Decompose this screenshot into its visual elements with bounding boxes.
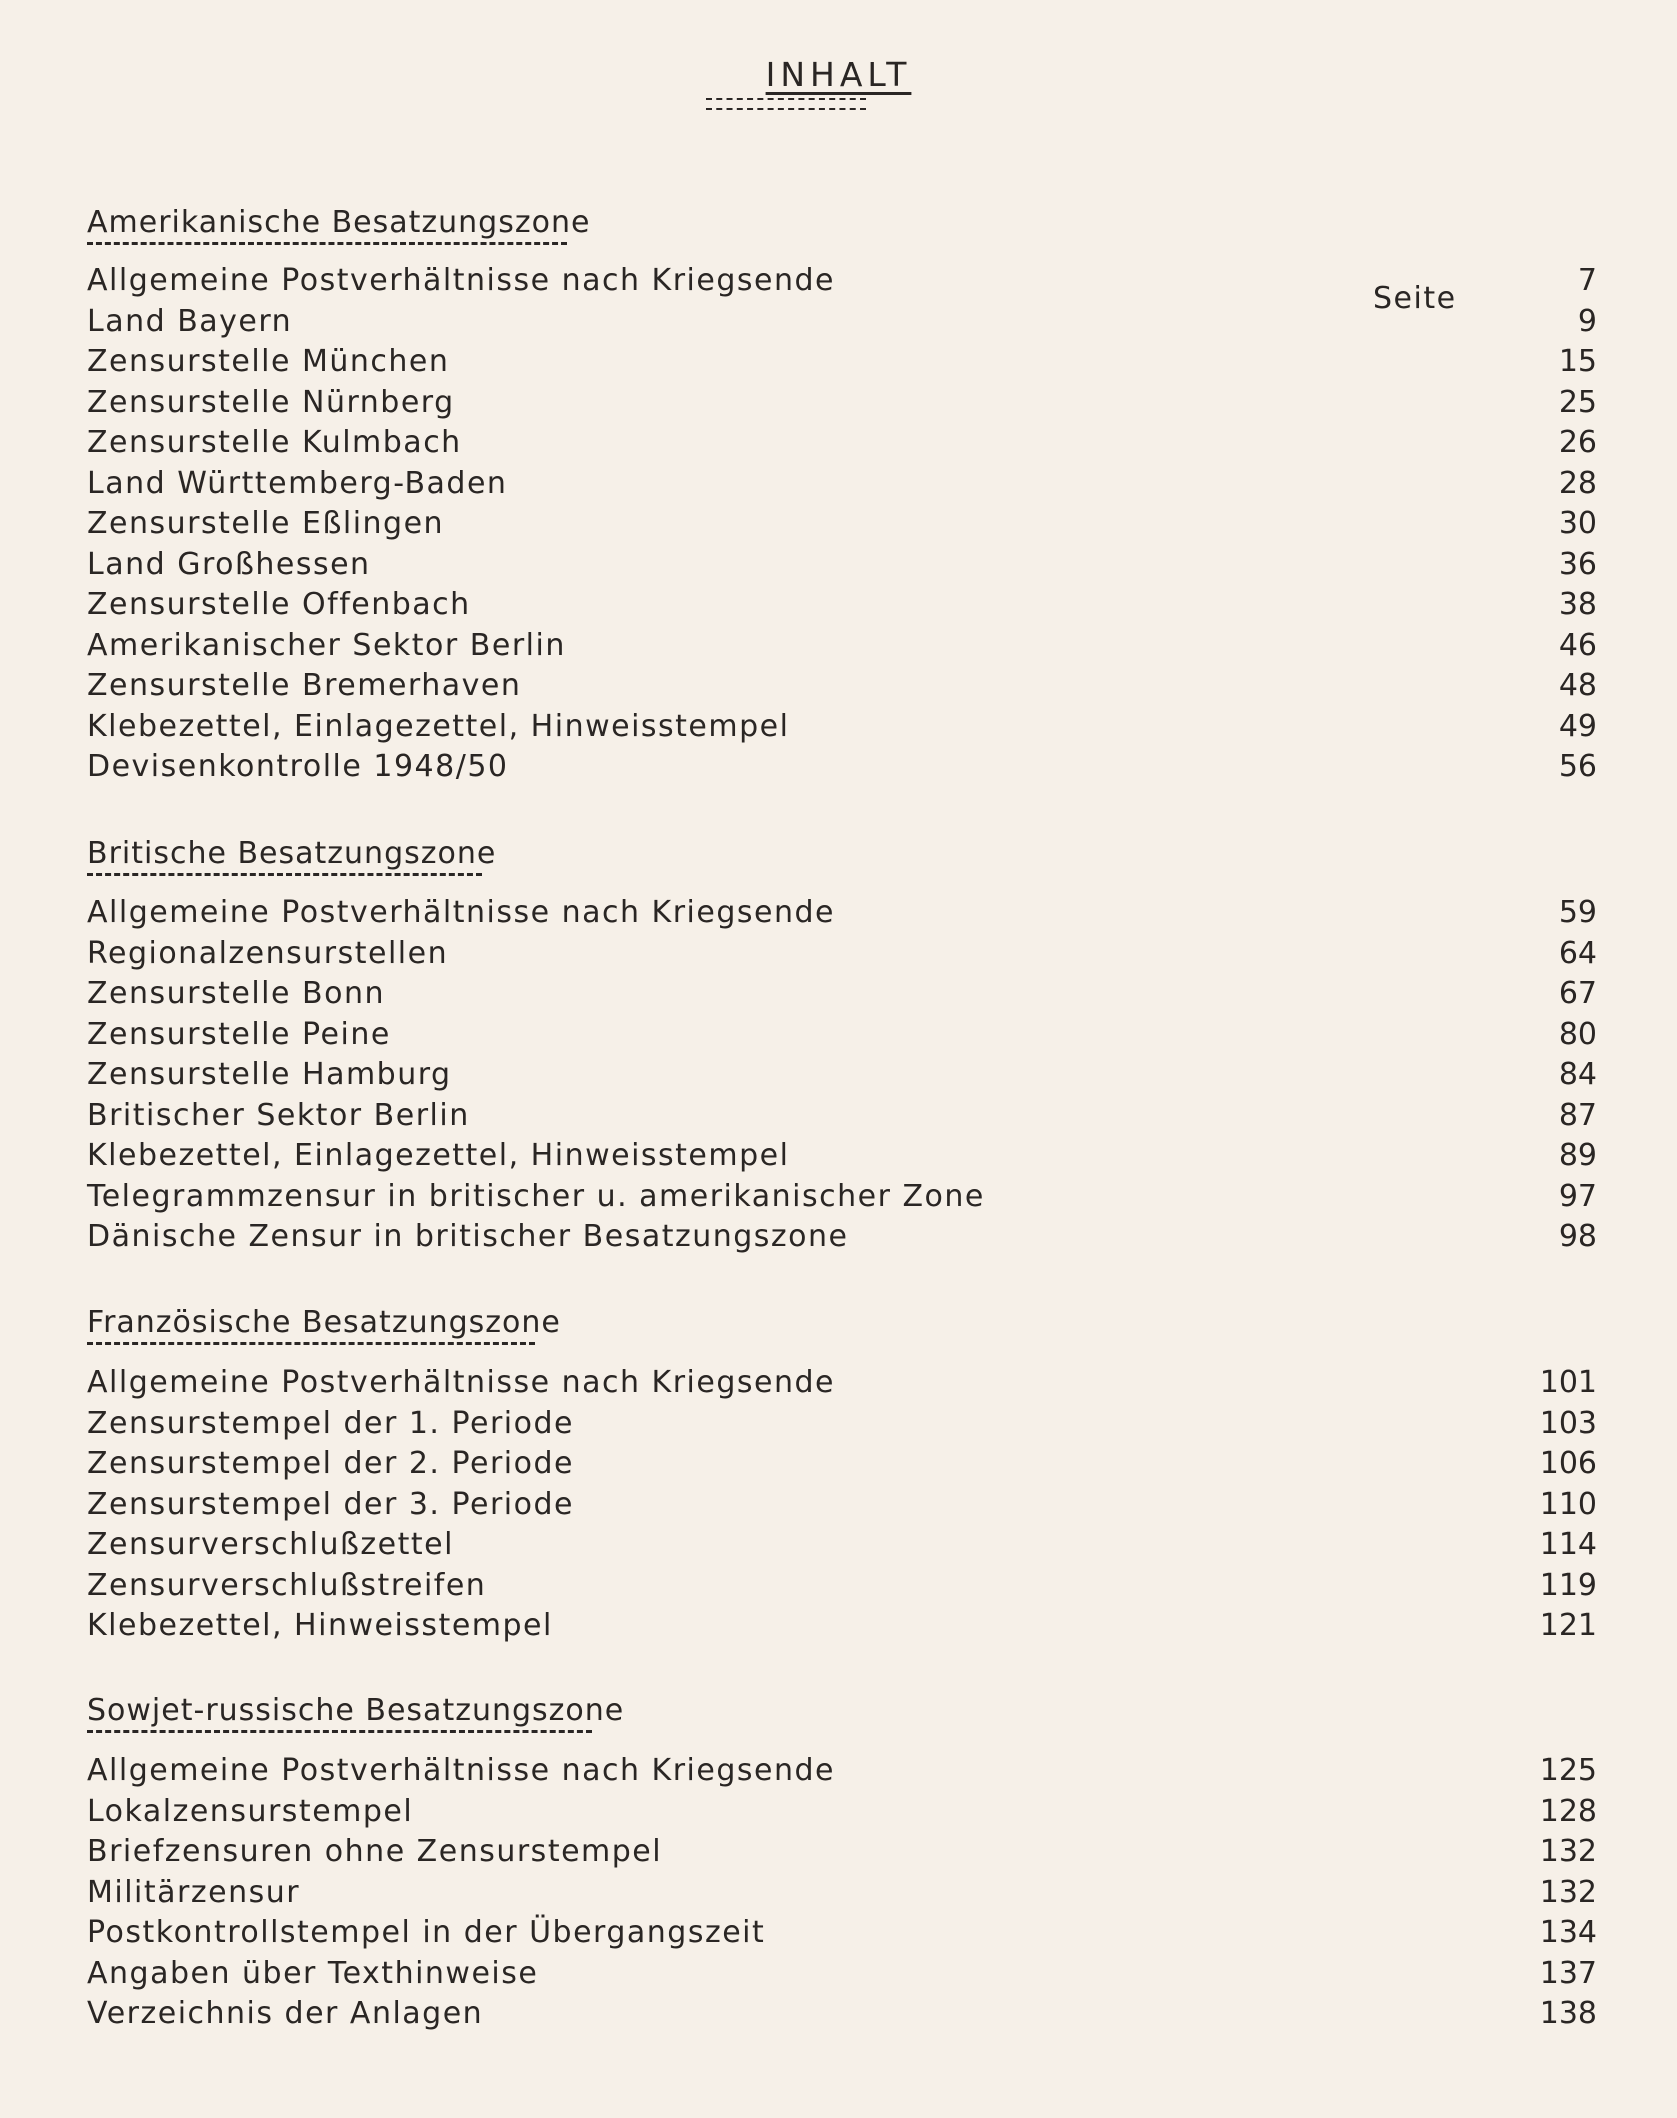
toc-entry-label: Klebezettel, Einlagezettel, Hinweisstempel	[87, 708, 790, 744]
toc-entry-page-number: 89	[1558, 1138, 1597, 1173]
toc-entry-label: Devisenkontrolle 1948/50	[87, 749, 509, 784]
toc-entry-label: Lokalzensurstempel	[87, 1793, 414, 1829]
toc-entry-label: Zensurstempel der 3. Periode	[87, 1486, 574, 1522]
toc-entry-page-number: 48	[1558, 668, 1597, 703]
toc-entry-label: Dänische Zensur in britischer Besatzungszone	[87, 1219, 849, 1254]
toc-entry-page-number: 49	[1558, 708, 1597, 744]
toc-entry	[87, 1015, 1597, 1055]
toc-entry-page-number: 36	[1558, 546, 1597, 582]
toc-entry-label: Zensurverschlußstreifen	[87, 1567, 487, 1603]
toc-entry-label: Zensurstempel der 1. Periode	[87, 1405, 574, 1441]
section-heading: Französische Besatzungszone	[87, 1305, 561, 1340]
toc-entry-page-number: 114	[1539, 1527, 1597, 1562]
toc-entry-label: Land Bayern	[87, 303, 293, 339]
toc-entry	[87, 261, 1597, 301]
section-heading: Amerikanische Besatzungszone	[87, 205, 591, 240]
toc-entry-label: Angaben über Texthinweise	[87, 1955, 539, 1991]
toc-entry	[87, 934, 1597, 974]
section-heading-underline	[87, 1342, 535, 1345]
toc-entry-page-number: 80	[1558, 1016, 1597, 1052]
toc-entry-label: Zensurstelle München	[87, 344, 450, 379]
toc-entry	[87, 1136, 1597, 1176]
toc-entry	[87, 747, 1597, 787]
toc-entry-label: Allgemeine Postverhältnisse nach Kriegsende	[87, 895, 835, 930]
seite-label: Seite	[1373, 281, 1457, 316]
toc-entry-page-number: 138	[1539, 1996, 1597, 2031]
toc-entry	[87, 585, 1597, 625]
toc-entry	[87, 1444, 1597, 1484]
toc-entry-page-number: 137	[1539, 1955, 1597, 1991]
toc-entry-page-number: 125	[1539, 1753, 1597, 1788]
toc-entry-page-number: 132	[1539, 1834, 1597, 1869]
toc-entry	[87, 545, 1597, 585]
toc-entry-page-number: 106	[1539, 1446, 1597, 1481]
toc-entry-page-number: 134	[1539, 1915, 1597, 1950]
toc-entry-page-number: 98	[1558, 1219, 1597, 1254]
toc-entry	[87, 707, 1597, 747]
toc-entry-label: Militärzensur	[87, 1874, 301, 1910]
toc-entry	[87, 1751, 1597, 1791]
toc-entry	[87, 1913, 1597, 1953]
toc-entry	[87, 1994, 1597, 2034]
toc-entry-page-number: 110	[1539, 1486, 1597, 1522]
toc-entry-label: Allgemeine Postverhältnisse nach Kriegsende	[87, 1365, 835, 1400]
toc-entry-page-number: 97	[1558, 1178, 1597, 1214]
toc-entry-label: Zensurstelle Peine	[87, 1016, 391, 1052]
toc-entry	[87, 893, 1597, 933]
toc-entry-label: Verzeichnis der Anlagen	[87, 1996, 484, 2031]
toc-entry-label: Zensurstelle Hamburg	[87, 1057, 452, 1092]
toc-entry-page-number: 64	[1558, 935, 1597, 971]
toc-entry-page-number: 67	[1558, 976, 1597, 1011]
toc-entry-label: Klebezettel, Einlagezettel, Hinweisstempel	[87, 1138, 790, 1173]
toc-entry	[87, 1177, 1597, 1217]
toc-entry	[87, 1217, 1597, 1257]
toc-entry-label: Regionalzensurstellen	[87, 935, 449, 971]
toc-entry	[87, 1404, 1597, 1444]
toc-entry-page-number: 119	[1539, 1567, 1597, 1603]
toc-entry	[87, 504, 1597, 544]
toc-entry	[87, 1525, 1597, 1565]
toc-entry-label: Zensurverschlußzettel	[87, 1527, 454, 1562]
toc-entry	[87, 1096, 1597, 1136]
toc-entry-label: Land Württemberg-Baden	[87, 465, 508, 501]
section-heading: Britische Besatzungszone	[87, 836, 497, 871]
toc-entry-label: Zensurstempel der 2. Periode	[87, 1446, 574, 1481]
toc-entry	[87, 1363, 1597, 1403]
section-heading-underline	[87, 242, 567, 245]
page-title: INHALT	[765, 55, 912, 94]
toc-entry-page-number: 84	[1558, 1057, 1597, 1092]
toc-entry	[87, 1873, 1597, 1913]
toc-entry	[87, 1055, 1597, 1095]
toc-entry-page-number: 121	[1539, 1608, 1597, 1643]
toc-entry	[87, 342, 1597, 382]
toc-entry	[87, 1485, 1597, 1525]
toc-entry	[87, 1954, 1597, 1994]
toc-entry-page-number: 9	[1577, 303, 1597, 339]
toc-entry-label: Amerikanischer Sektor Berlin	[87, 627, 566, 663]
toc-entry	[87, 974, 1597, 1014]
toc-entry-label: Britischer Sektor Berlin	[87, 1097, 470, 1133]
toc-entry-label: Zensurstelle Offenbach	[87, 587, 471, 622]
toc-entry-page-number: 26	[1558, 425, 1597, 460]
toc-entry-label: Postkontrollstempel in der Übergangszeit	[87, 1915, 766, 1950]
toc-entry-page-number: 59	[1558, 895, 1597, 930]
toc-entry-page-number: 56	[1558, 749, 1597, 784]
toc-entry-page-number: 25	[1558, 384, 1597, 420]
toc-entry-page-number: 101	[1539, 1365, 1597, 1400]
toc-entry-label: Zensurstelle Kulmbach	[87, 425, 462, 460]
toc-entry	[87, 464, 1597, 504]
toc-entry-page-number: 128	[1539, 1793, 1597, 1829]
toc-entry-page-number: 30	[1558, 506, 1597, 541]
toc-entry	[87, 1792, 1597, 1832]
toc-entry-label: Briefzensuren ohne Zensurstempel	[87, 1834, 663, 1869]
toc-entry	[87, 1832, 1597, 1872]
toc-entry-label: Allgemeine Postverhältnisse nach Kriegsende	[87, 263, 835, 298]
toc-entry-page-number: 15	[1558, 344, 1597, 379]
toc-entry-label: Land Großhessen	[87, 546, 371, 582]
toc-entry-label: Zensurstelle Bremerhaven	[87, 668, 522, 703]
toc-entry-page-number: 103	[1539, 1405, 1597, 1441]
section-heading-underline	[87, 1730, 592, 1733]
toc-entry-page-number: 7	[1577, 263, 1597, 298]
toc-entry-label: Zensurstelle Bonn	[87, 976, 385, 1011]
toc-entry	[87, 666, 1597, 706]
toc-entry-page-number: 28	[1558, 465, 1597, 501]
toc-entry-page-number: 87	[1558, 1097, 1597, 1133]
title-double-underline	[706, 98, 866, 110]
toc-entry	[87, 1566, 1597, 1606]
toc-entry-label: Telegrammzensur in britischer u. amerikanischer Zone	[87, 1178, 985, 1214]
toc-entry	[87, 423, 1597, 463]
toc-entry-page-number: 46	[1558, 627, 1597, 663]
section-heading-underline	[87, 873, 482, 876]
section-heading: Sowjet-russische Besatzungszone	[87, 1693, 625, 1728]
toc-entry	[87, 1606, 1597, 1646]
toc-entry-page-number: 38	[1558, 587, 1597, 622]
toc-entry-label: Zensurstelle Nürnberg	[87, 384, 455, 420]
toc-entry	[87, 302, 1597, 342]
toc-entry-label: Allgemeine Postverhältnisse nach Kriegsende	[87, 1753, 835, 1788]
toc-entry-label: Zensurstelle Eßlingen	[87, 506, 445, 541]
toc-entry	[87, 383, 1597, 423]
toc-entry	[87, 626, 1597, 666]
toc-entry-page-number: 132	[1539, 1874, 1597, 1910]
toc-entry-label: Klebezettel, Hinweisstempel	[87, 1608, 553, 1643]
